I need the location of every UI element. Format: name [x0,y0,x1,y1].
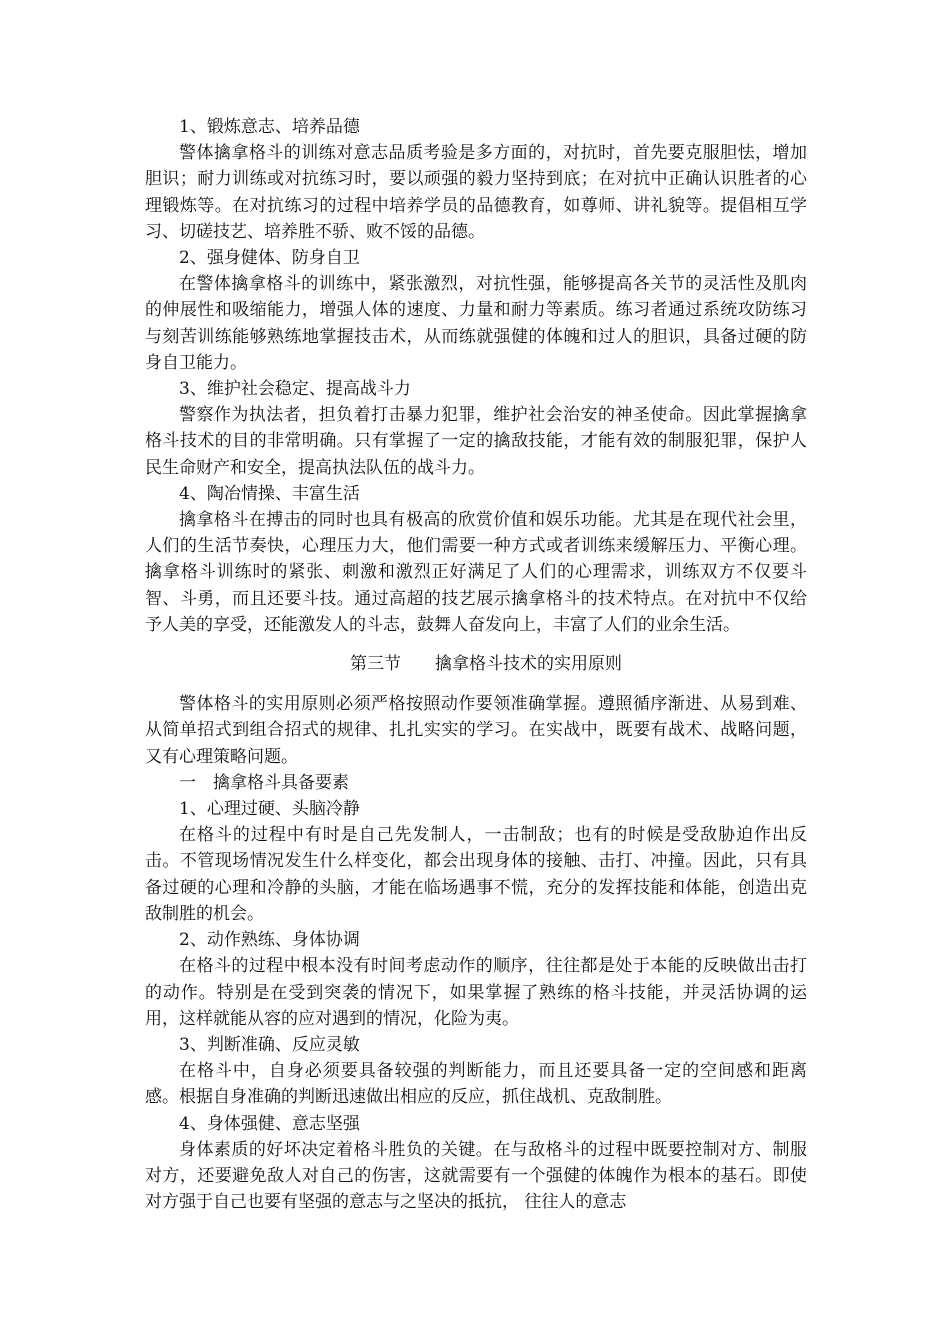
section-heading: 4、身体强健、意志坚强 [179,1113,360,1134]
section-heading: 4、陶冶情操、丰富生活 [179,483,360,504]
body-paragraph: 警体擒拿格斗的训练对意志品质考验是多方面的，对抗时，首先要克服胆怯，增加胆识；耐力训练或对抗练习时，要以顽强的毅力坚持到底；在对抗中正确认识胜者的心理锻炼等。在对抗练习的过程中培养学员的品德教育，如尊师、讲礼貌等。提倡相互学习、切磋技艺、培养胜不骄、败不馁的品德。 [145,143,807,242]
section-heading: 2、动作熟练、身体协调 [179,930,360,951]
body-paragraph: 警察作为执法者，担负着打击暴力犯罪，维护社会治安的神圣使命。因此掌握擒拿格斗技术的目的非常明确。只有掌握了一定的擒敌技能，才能有效的制服犯罪，保护人民生命财产和安全，提高执法队伍的战斗力。 [145,405,807,478]
section-heading: 3、维护社会稳定、提高战斗力 [179,379,411,400]
chapter-section-title: 第三节 擒拿格斗技术的实用原则 [350,654,622,675]
section-heading: 1、锻炼意志、培养品德 [179,117,360,137]
body-paragraph: 在格斗的过程中有时是自己先发制人，一击制敌；也有的时候是受敌胁迫作出反击。不管现场情况发生什么样变化，都会出现身体的接触、击打、冲撞。因此，只有具备过硬的心理和冷静的头脑，才能在临场遇事不慌，充分的发挥技能和体能，创造出克敌制胜的机会。 [145,825,807,924]
section-heading: 一 擒拿格斗具备要素 [179,772,349,793]
body-paragraph: 擒拿格斗在搏击的同时也具有极高的欣赏价值和娱乐功能。尤其是在现代社会里，人们的生活节奏快，心理压力大，他们需要一种方式或者训练来缓解压力、平衡心理。擒拿格斗训练时的紧张、刺激和激烈正好满足了人们的心理需求，训练双方不仅要斗智、斗勇，而且还要斗技。通过高超的技艺展示擒拿格斗的技术特点。在对抗中不仅给予人美的享受，还能激发人的斗志，鼓舞人奋发向上，丰富了人们的业余生活。 [145,510,807,635]
body-paragraph: 警体格斗的实用原则必须严格按照动作要领准确掌握。遵照循序渐进、从易到难、从简单招式到组合招式的规律、扎扎实实的学习。在实战中，既要有战术、战略问题，又有心理策略问题。 [145,694,807,767]
section-heading: 1、心理过硬、头脑冷静 [179,799,360,820]
section-heading: 3、判断准确、反应灵敏 [179,1034,360,1055]
body-paragraph: 在格斗中，自身必须要具备较强的判断能力，而且还要具备一定的空间感和距离感。根据自身准确的判断迅速做出相应的反应，抓住战机、克敌制胜。 [145,1061,807,1108]
document-body [145,114,807,1215]
body-paragraph: 身体素质的好坏决定着格斗胜负的关键。在与敌格斗的过程中既要控制对方、制服对方，还要避免敌人对自己的伤害，这就需要有一个强健的体魄作为根本的基石。即使对方强于自己也要有坚强的意志与之坚决的抵抗， 往往人的意志 [145,1139,807,1213]
section-heading: 2、强身健体、防身自卫 [179,248,360,269]
body-paragraph: 在格斗的过程中根本没有时间考虑动作的顺序，往往都是处于本能的反映做出击打的动作。特别是在受到突袭的情况下，如果掌握了熟练的格斗技能，并灵活协调的运用，这样就能从容的应对遇到的情况，化险为夷。 [145,956,807,1029]
body-paragraph: 在警体擒拿格斗的训练中，紧张激烈，对抗性强，能够提高各关节的灵活性及肌肉的伸展性和吸缩能力，增强人体的速度、力量和耐力等素质。练习者通过系统攻防练习与刻苦训练能够熟练地掌握技击术，从而练就强健的体魄和过人的胆识，具备过硬的防身自卫能力。 [145,274,807,373]
